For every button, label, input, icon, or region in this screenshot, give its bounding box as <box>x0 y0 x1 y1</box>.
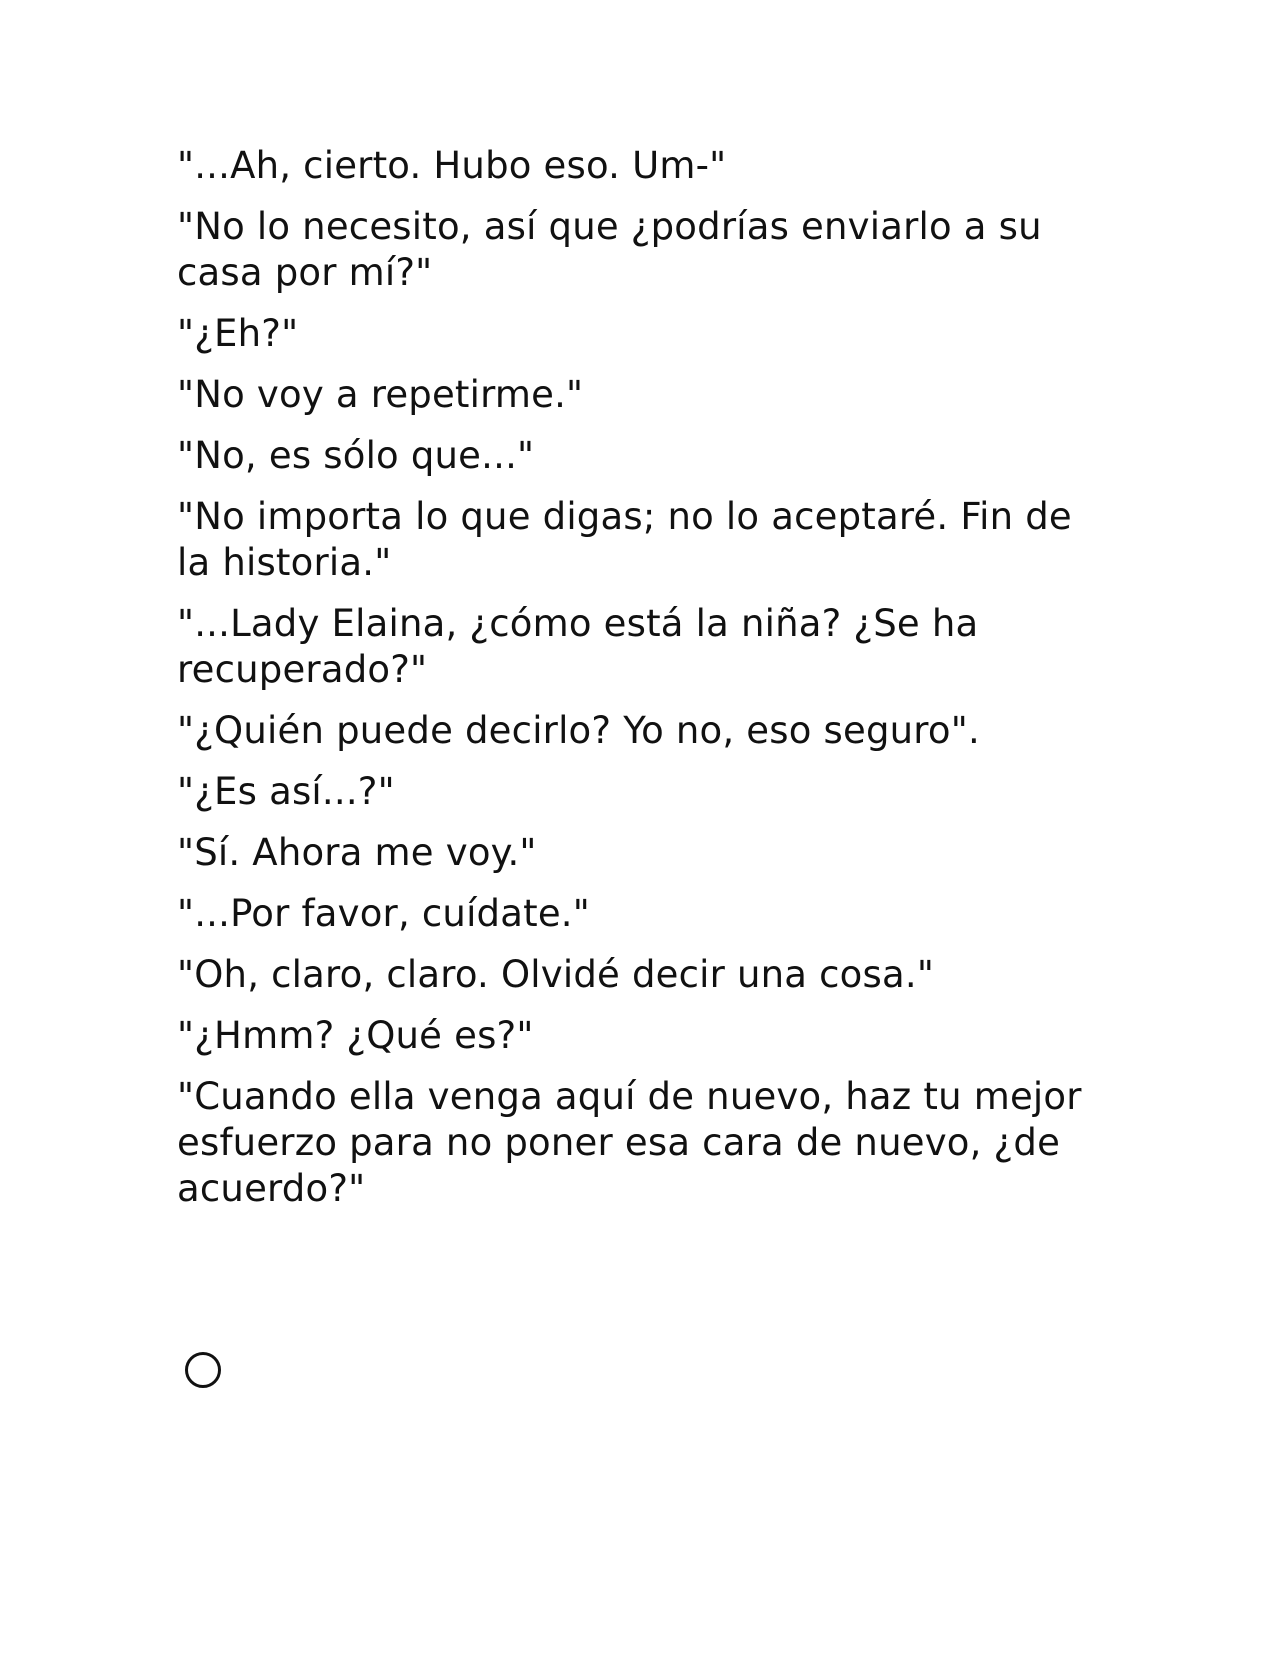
dialogue-line: "¿Quién puede decirlo? Yo no, eso seguro". <box>177 709 980 752</box>
dialogue-line: "No lo necesito, así que ¿podrías enviarlo a su casa por mí?" <box>177 205 1042 294</box>
dialogue-line: "Sí. Ahora me voy." <box>177 831 537 874</box>
dialogue-line: "¿Eh?" <box>177 312 299 355</box>
dialogue-line: "¿Hmm? ¿Qué es?" <box>177 1014 534 1057</box>
circle-outline-icon <box>185 1352 221 1388</box>
dialogue-line: "...Por favor, cuídate." <box>177 892 590 935</box>
dialogue-line: "No importa lo que digas; no lo aceptaré. Fin de la historia." <box>177 495 1072 584</box>
dialogue-line: "No, es sólo que..." <box>177 434 535 477</box>
dialogue-line: "...Lady Elaina, ¿cómo está la niña? ¿Se ha recuperado?" <box>177 602 979 691</box>
dialogue-line: "Cuando ella venga aquí de nuevo, haz tu mejor esfuerzo para no poner esa cara de nuevo, ¿de acuerdo?" <box>177 1075 1082 1210</box>
dialogue-line: "Oh, claro, claro. Olvidé decir una cosa." <box>177 953 935 996</box>
dialogue-line: "No voy a repetirme." <box>177 373 584 416</box>
dialogue-line: "¿Es así...?" <box>177 770 395 813</box>
dialogue-line: "...Ah, cierto. Hubo eso. Um-" <box>177 144 727 187</box>
document-body <box>177 143 1117 1227</box>
